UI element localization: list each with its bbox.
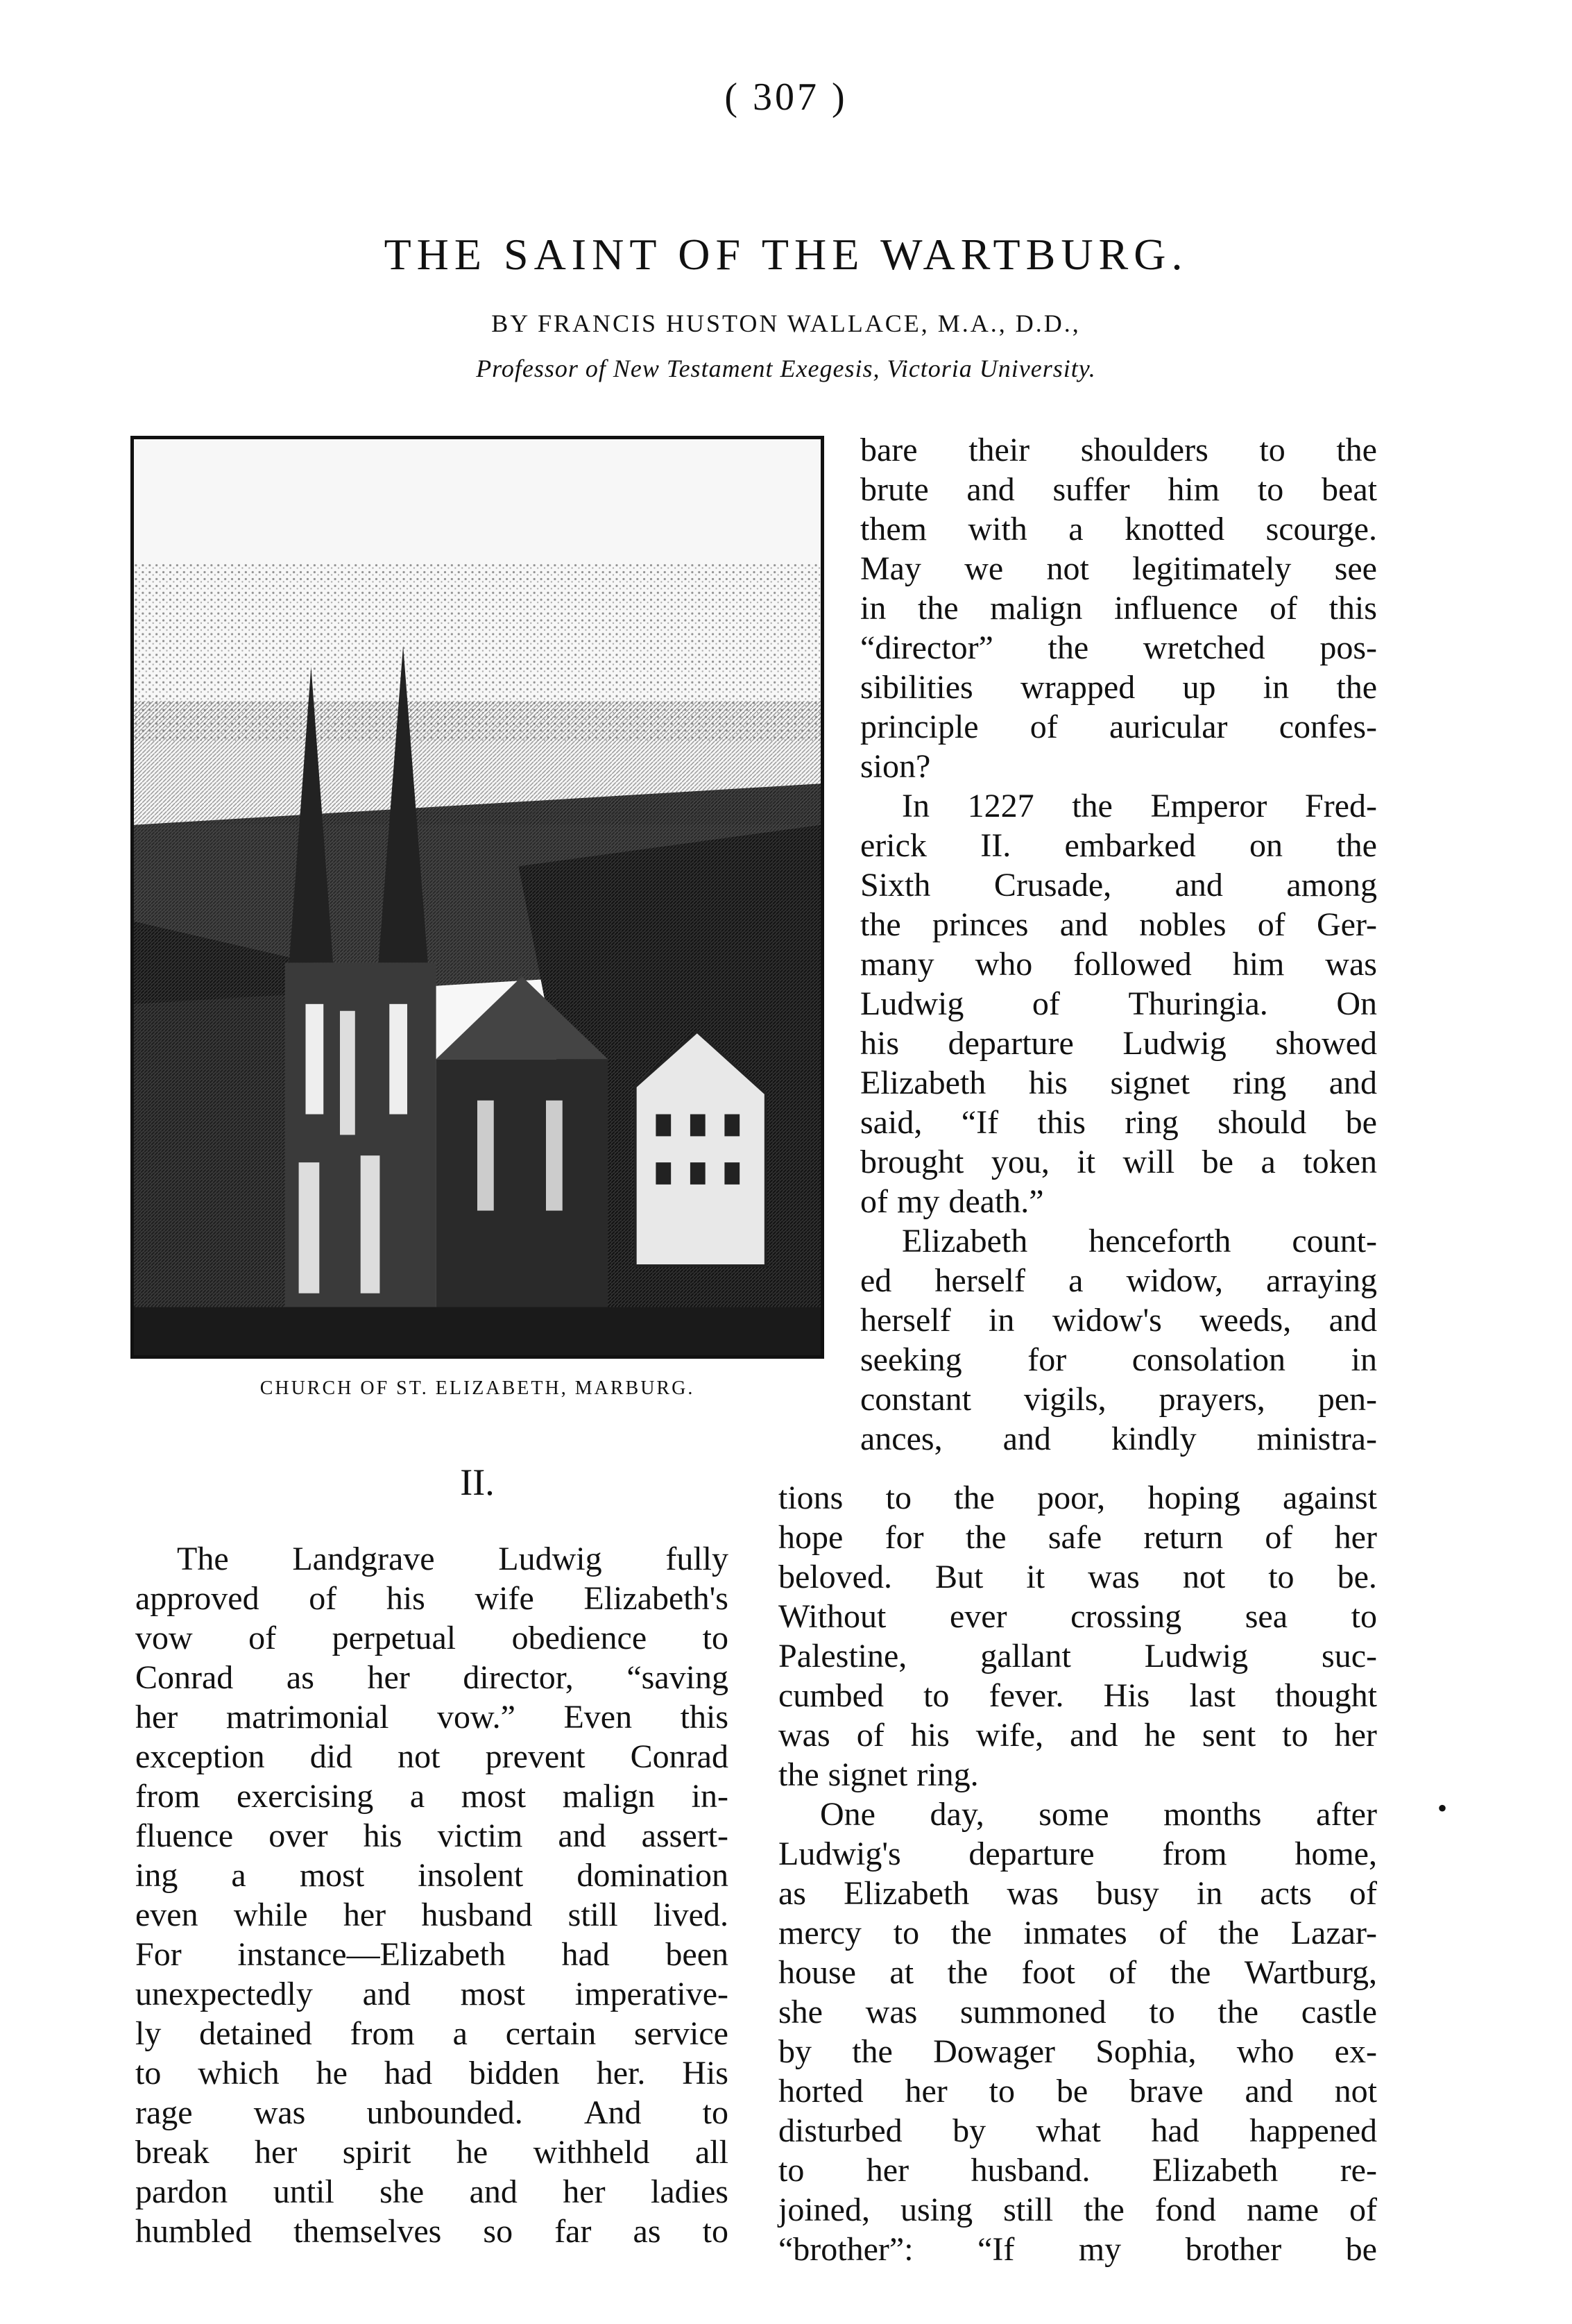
text-line: Ludwig of Thuringia. On	[860, 985, 1377, 1022]
text-line: vow of perpetual obedience to	[135, 1620, 728, 1656]
text-line: in the malign influence of this	[860, 590, 1377, 627]
text-line: she was summoned to the castle	[778, 1994, 1377, 2030]
text-line: humbled themselves so far as to	[135, 2213, 728, 2250]
text-line: approved of his wife Elizabeth's	[135, 1580, 728, 1617]
text-line: said, “If this ring should be	[860, 1104, 1377, 1141]
text-line: by the Dowager Sophia, who ex-	[778, 2033, 1377, 2070]
page-number: ( 307 )	[724, 76, 848, 119]
church-drawing	[134, 439, 821, 1355]
text-line: ing a most insolent domination	[135, 1857, 728, 1894]
text-line: The Landgrave Ludwig fully	[177, 1541, 728, 1577]
author-affiliation: Professor of New Testament Exegesis, Victoria University.	[476, 355, 1096, 382]
text-line: seeking for consolation in	[860, 1341, 1377, 1378]
text-line: pardon until she and her ladies	[135, 2173, 728, 2210]
text-line: Elizabeth his signet ring and	[860, 1065, 1377, 1101]
text-line: brute and suffer him to beat	[860, 471, 1377, 508]
text-line: horted her to be brave and not	[778, 2073, 1377, 2110]
text-line: In 1227 the Emperor Fred-	[902, 788, 1377, 824]
text-line: from exercising a most malign in-	[135, 1778, 728, 1815]
text-line: break her spirit he withheld all	[135, 2134, 728, 2171]
text-line: them with a knotted scourge.	[860, 511, 1377, 548]
text-line: even while her husband still lived.	[135, 1897, 728, 1933]
text-line: herself in widow's weeds, and	[860, 1302, 1377, 1339]
text-line: sion?	[860, 748, 931, 785]
text-line: joined, using still the fond name of	[778, 2191, 1377, 2228]
text-line: to her husband. Elizabeth re-	[778, 2152, 1377, 2189]
text-line: mercy to the inmates of the Lazar-	[778, 1915, 1377, 1951]
text-line: unexpectedly and most imperative-	[135, 1976, 728, 2012]
text-line: cumbed to fever. His last thought	[778, 1677, 1377, 1714]
text-line: Elizabeth henceforth count-	[902, 1223, 1377, 1259]
text-line: beloved. But it was not to be.	[778, 1559, 1377, 1595]
text-line: exception did not prevent Conrad	[135, 1738, 728, 1775]
text-line: tions to the poor, hoping against	[778, 1479, 1377, 1516]
text-line: the signet ring.	[778, 1756, 979, 1793]
text-line: constant vigils, prayers, pen-	[860, 1381, 1377, 1418]
church-illustration	[130, 436, 824, 1359]
text-line: of my death.”	[860, 1183, 1044, 1220]
text-line: Sixth Crusade, and among	[860, 867, 1377, 904]
author-byline: BY FRANCIS HUSTON WALLACE, M.A., D.D.,	[491, 309, 1081, 337]
text-line: One day, some months after	[820, 1796, 1377, 1833]
text-line: fluence over his victim and assert-	[135, 1817, 728, 1854]
text-line: rage was unbounded. And to	[135, 2094, 728, 2131]
article-title: THE SAINT OF THE WARTBURG.	[384, 230, 1188, 279]
text-line: Without ever crossing sea to	[778, 1598, 1377, 1635]
text-line: ed herself a widow, arraying	[860, 1262, 1377, 1299]
text-line: bare their shoulders to the	[860, 432, 1377, 468]
text-column-right-lower	[778, 1478, 1377, 2269]
text-line: ly detained from a certain service	[135, 2015, 728, 2052]
text-line: disturbed by what had happened	[778, 2112, 1377, 2149]
text-line: principle of auricular confes-	[860, 709, 1377, 745]
text-column-right-upper	[860, 430, 1377, 1459]
text-line: Conrad as her director, “saving	[135, 1659, 728, 1696]
section-number: II.	[460, 1461, 495, 1503]
text-line: the princes and nobles of Ger-	[860, 906, 1377, 943]
text-line: hope for the safe return of her	[778, 1519, 1377, 1556]
stray-mark: •	[1437, 1792, 1448, 1824]
text-line: to which he had bidden her. His	[135, 2055, 728, 2092]
text-line: May we not legitimately see	[860, 550, 1377, 587]
text-line: sibilities wrapped up in the	[860, 669, 1377, 706]
text-line: brought you, it will be a token	[860, 1144, 1377, 1180]
text-line: Ludwig's departure from home,	[778, 1835, 1377, 1872]
text-line: her matrimonial vow.” Even this	[135, 1699, 728, 1736]
text-line: as Elizabeth was busy in acts of	[778, 1875, 1377, 1912]
text-line: “brother”: “If my brother be	[778, 2231, 1377, 2268]
text-line: For instance—Elizabeth had been	[135, 1936, 728, 1973]
text-line: ances, and kindly ministra-	[860, 1420, 1377, 1457]
text-line: many who followed him was	[860, 946, 1377, 983]
text-line: erick II. embarked on the	[860, 827, 1377, 864]
text-line: “director” the wretched pos-	[860, 629, 1377, 666]
text-column-left	[135, 1539, 728, 2251]
text-line: Palestine, gallant Ludwig suc-	[778, 1638, 1377, 1674]
text-line: his departure Ludwig showed	[860, 1025, 1377, 1062]
figure-caption: CHURCH OF ST. ELIZABETH, MARBURG.	[259, 1377, 695, 1399]
text-line: house at the foot of the Wartburg,	[778, 1954, 1377, 1991]
text-line: was of his wife, and he sent to her	[778, 1717, 1377, 1754]
